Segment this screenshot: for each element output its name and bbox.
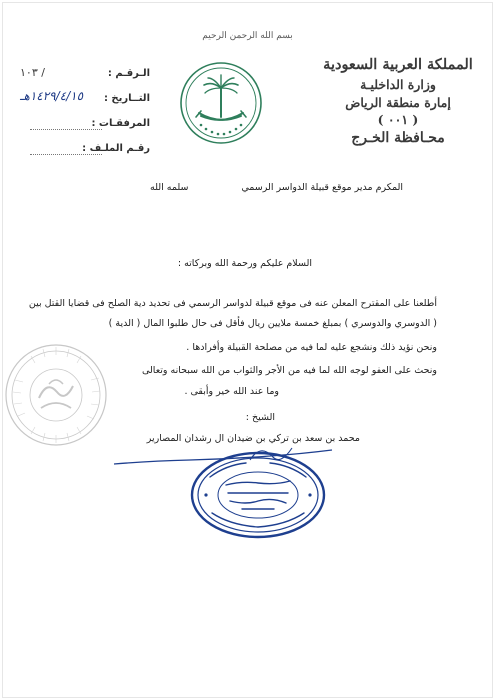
recipient-line: المكرم مدير موقع قبيلة الدواسر الرسمي <box>241 182 403 193</box>
ref-attachments-label: المرفقـات : <box>91 118 150 129</box>
official-seal-icon <box>186 449 331 541</box>
ministry-line-interior: وزارة الداخليـة <box>360 77 436 93</box>
ref-date-label: التــاريخ : <box>103 93 150 104</box>
recipient-greeting: سلمه الله <box>150 182 189 193</box>
paragraph-3: ونحث على العفو لوجه الله لما فيه من الأجر والثواب من الله سبحانه وتعالى <box>141 365 437 376</box>
ref-number-label: الـرقـم : <box>107 68 150 79</box>
basmala: بسم الله الرحمن الرحيم <box>202 31 293 41</box>
watermark-stamp-icon <box>1 340 111 450</box>
ref-file-label: رقـم الملـف : <box>82 143 150 154</box>
ref-row-file <box>20 141 150 166</box>
ref-row-number <box>20 66 150 91</box>
closing-line: وما عند الله خير وأبقى . <box>184 386 279 397</box>
ref-file-dots <box>30 154 102 155</box>
ministry-header <box>323 56 473 148</box>
paragraph-1-line-1: أطلعنا على المقترح المعلن عنه فى موقع قبيلة لدواسر الرسمي فى تحديد دية الصلح فى قضايا القتل بين <box>28 298 437 309</box>
ref-row-attachments <box>20 116 150 141</box>
ref-row-date <box>20 91 150 116</box>
salutation: السلام عليكم ورحمة الله وبركاته : <box>177 258 312 269</box>
ministry-line-emirate: إمارة منطقة الرياض <box>345 94 451 110</box>
reference-block <box>20 66 150 166</box>
ministry-line-kingdom: المملكة العربية السعودية <box>323 56 473 73</box>
paragraph-2: ونحن نؤيد ذلك ونشجع عليه لما فيه من مصلحة القبيلة وأفرادها . <box>186 342 437 353</box>
ref-number-value: / ١٠٣ <box>20 66 45 79</box>
saudi-emblem-icon <box>179 61 263 145</box>
paragraph-1-line-2: ( الدوسري والدوسري ) بمبلغ خمسة ملايين ريال فأقل فى حال طلبوا المال ( الدية ) <box>108 318 437 329</box>
ref-date-value: ١٤٢٩/٤/١٥هـ <box>20 89 84 103</box>
ministry-line-governorate: محـافظة الخـرج <box>351 130 445 146</box>
ministry-line-code: ( ٠٠١ ) <box>377 112 419 128</box>
sheikh-name: محمد بن سعد بن تركي بن ضيدان ال رشدان المصارير <box>146 433 360 444</box>
ref-attachments-dots <box>30 129 102 130</box>
sheikh-title: الشيخ : <box>245 412 275 423</box>
